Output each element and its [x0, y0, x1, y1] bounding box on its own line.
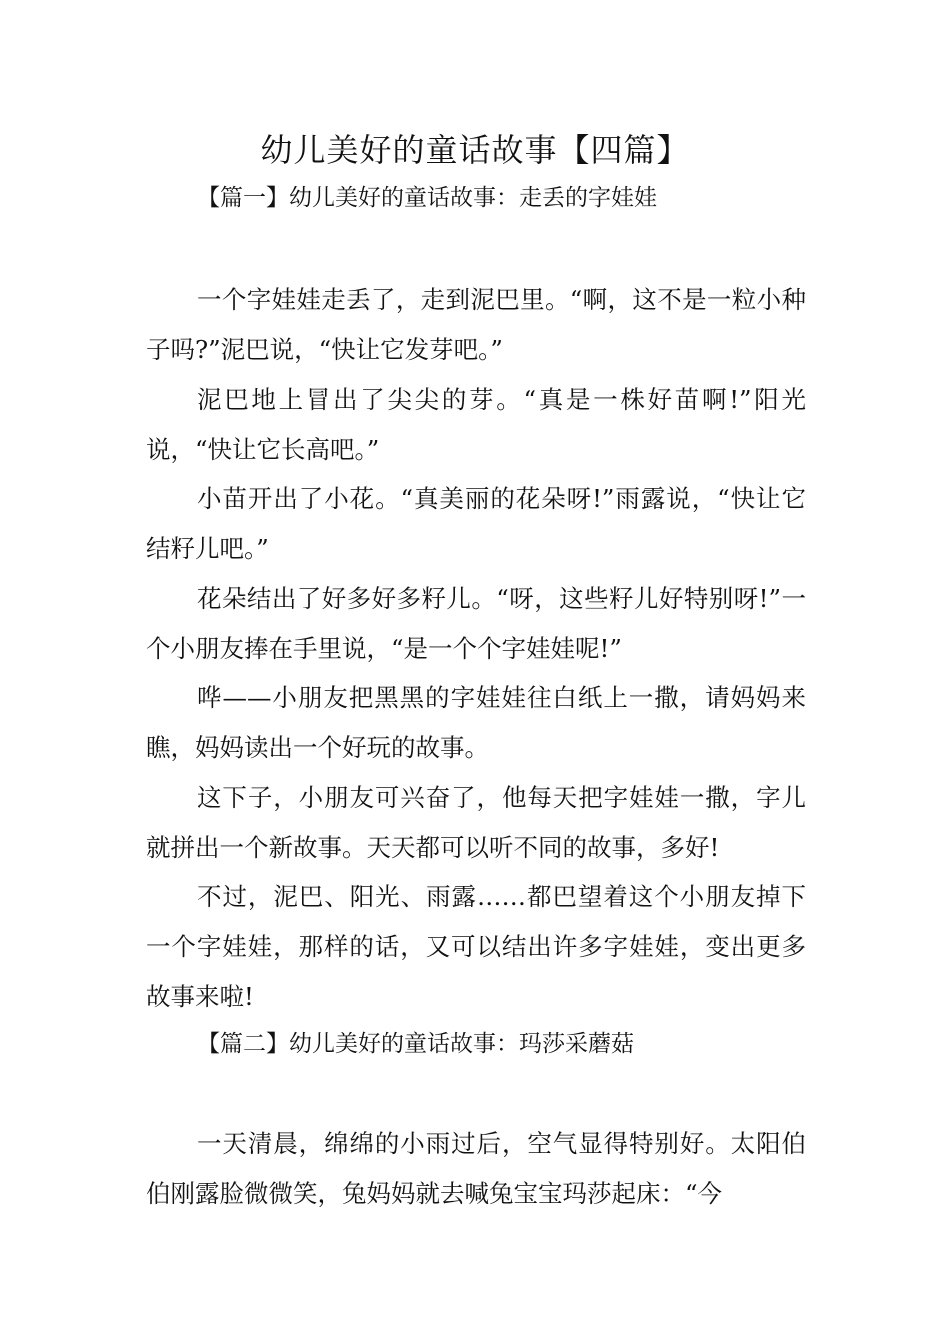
paragraph: 花朵结出了好多好多籽儿。“呀，这些籽儿好特别呀!”一个小朋友捧在手里说，“是一个个字娃娃呢!” — [146, 584, 806, 663]
paragraph: 小苗开出了小花。“真美丽的花朵呀!”雨露说，“快让它结籽儿吧。” — [146, 484, 806, 563]
section-heading-2: 【篇二】幼儿美好的童话故事：玛莎采蘑菇 — [197, 1031, 634, 1057]
paragraph: 不过，泥巴、阳光、雨露……都巴望着这个小朋友掉下一个字娃娃，那样的话，又可以结出许多字娃娃，变出更多故事来啦! — [146, 882, 806, 1011]
document-title: 幼儿美好的童话故事【四篇】 — [260, 131, 690, 169]
paragraph: 一天清晨，绵绵的小雨过后，空气显得特别好。太阳伯伯刚露脸微微笑，兔妈妈就去喊兔宝宝玛莎起床：“今 — [146, 1129, 806, 1208]
paragraph: 泥巴地上冒出了尖尖的芽。“真是一株好苗啊!”阳光说，“快让它长高吧。” — [146, 385, 806, 464]
paragraph: 一个字娃娃走丢了，走到泥巴里。“啊，这不是一粒小种子吗?”泥巴说，“快让它发芽吧。” — [146, 285, 806, 364]
section-heading-1: 【篇一】幼儿美好的童话故事：走丢的字娃娃 — [197, 185, 657, 211]
paragraph: 哗——小朋友把黑黑的字娃娃往白纸上一撒，请妈妈来瞧，妈妈读出一个好玩的故事。 — [146, 683, 806, 762]
paragraph: 这下子，小朋友可兴奋了，他每天把字娃娃一撒，字儿就拼出一个新故事。天天都可以听不同的故事，多好! — [146, 783, 806, 862]
